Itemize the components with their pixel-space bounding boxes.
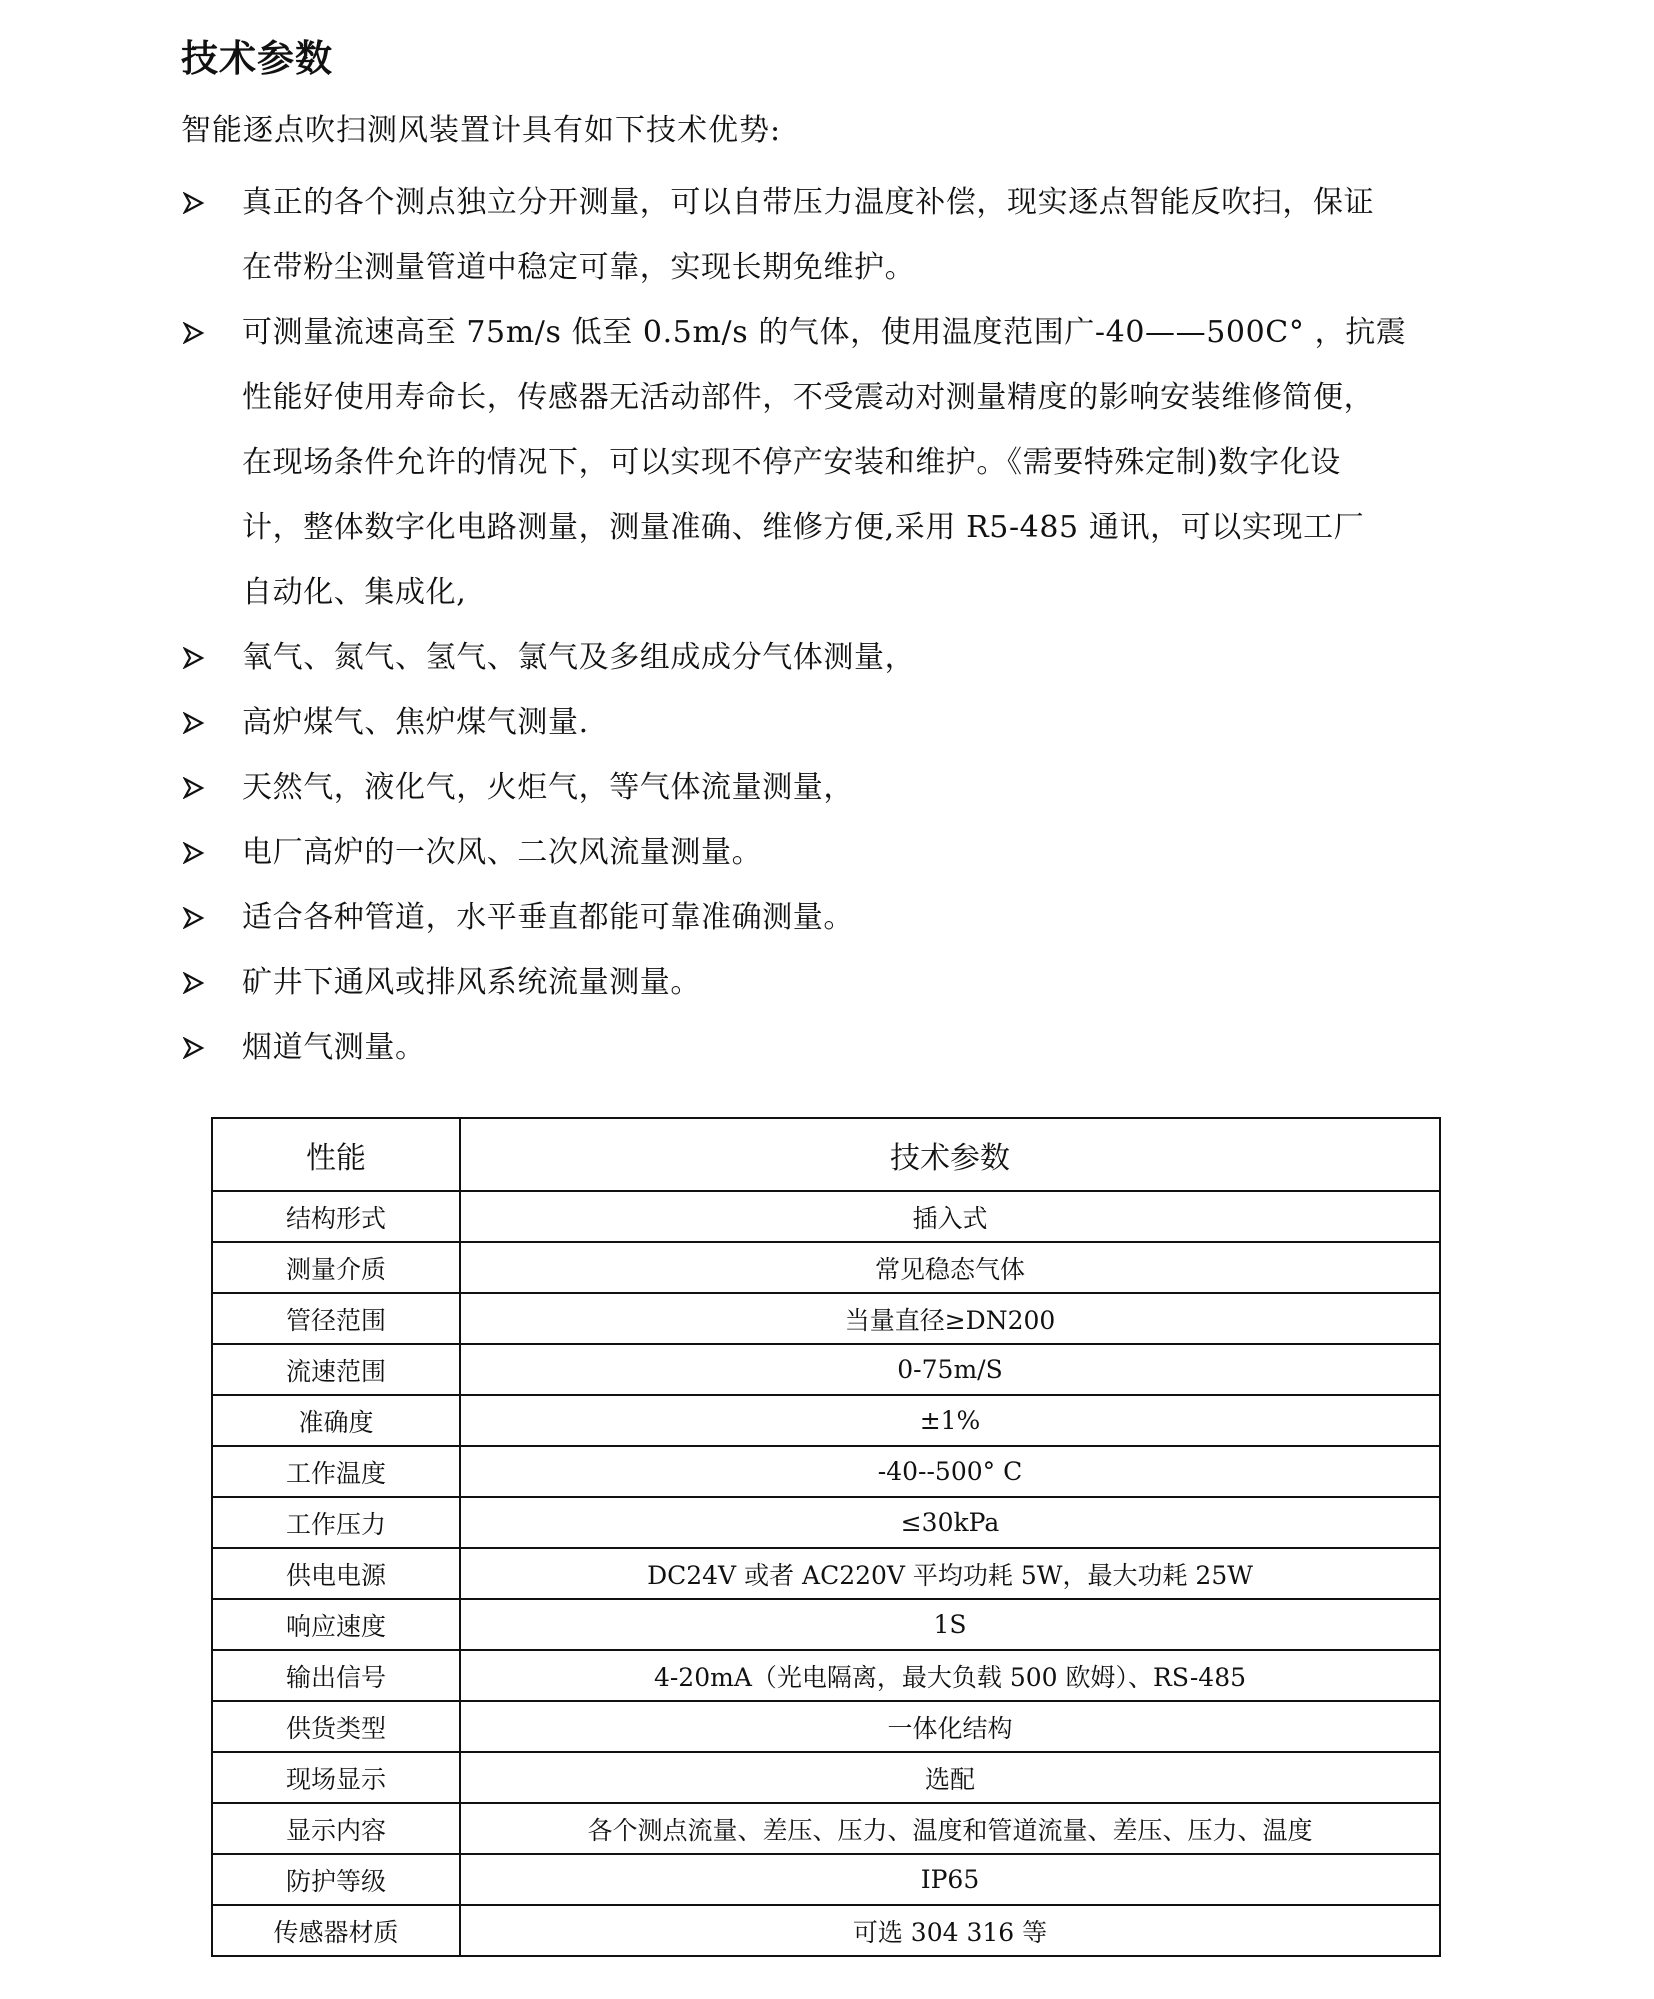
table-row	[212, 1752, 1440, 1803]
list-item-line: 氧气、氮气、氢气、氯气及多组成成分气体测量，	[242, 640, 916, 675]
intro-paragraph: 智能逐点吹扫测风装置计具有如下技术优势:	[181, 113, 782, 148]
spec-name-cell: 结构形式	[212, 1191, 460, 1242]
table-row	[212, 1395, 1440, 1446]
spec-value-cell: -40--500° C	[460, 1446, 1440, 1497]
list-item-line: 高炉煤气、焦炉煤气测量.	[242, 705, 589, 740]
column-header-performance: 性能	[212, 1118, 460, 1191]
table-row	[212, 1599, 1440, 1650]
spec-name-cell: 工作温度	[212, 1446, 460, 1497]
spec-value-cell: 选配	[460, 1752, 1440, 1803]
list-item-line: 烟道气测量。	[242, 1030, 426, 1065]
table-row	[212, 1242, 1440, 1293]
table-row	[212, 1905, 1440, 1956]
spec-name-cell: 传感器材质	[212, 1905, 460, 1956]
spec-name-cell: 测量介质	[212, 1242, 460, 1293]
spec-value-cell: 4-20mA（光电隔离，最大负载 500 欧姆）、RS-485	[460, 1650, 1440, 1701]
spec-name-cell: 防护等级	[212, 1854, 460, 1905]
spec-value-cell: 一体化结构	[460, 1701, 1440, 1752]
table-row	[212, 1854, 1440, 1905]
list-item-line: 矿井下通风或排风系统流量测量。	[242, 965, 701, 1000]
spec-value-cell: ≤30kPa	[460, 1497, 1440, 1548]
list-item-line: 在现场条件允许的情况下，可以实现不停产安装和维护。《需要特殊定制)数字化设	[242, 445, 1341, 480]
table-row	[212, 1701, 1440, 1752]
list-item	[181, 300, 1481, 625]
list-item	[181, 170, 1481, 300]
spec-value-cell: IP65	[460, 1854, 1440, 1905]
spec-name-cell: 供货类型	[212, 1701, 460, 1752]
spec-value-cell: ±1%	[460, 1395, 1440, 1446]
list-item-line: 计，整体数字化电路测量，测量准确、维修方便,采用 R5-485 通讯，可以实现工厂	[242, 510, 1365, 545]
list-item	[181, 950, 1481, 1015]
spec-value-cell: 当量直径≥DN200	[460, 1293, 1440, 1344]
spec-value-cell: 插入式	[460, 1191, 1440, 1242]
table-row	[212, 1344, 1440, 1395]
spec-name-cell: 显示内容	[212, 1803, 460, 1854]
list-item-line: 性能好使用寿命长，传感器无活动部件，不受震动对测量精度的影响安装维修简便，	[242, 380, 1375, 415]
table-row	[212, 1650, 1440, 1701]
table-row	[212, 1293, 1440, 1344]
list-item-line: 适合各种管道，水平垂直都能可靠准确测量。	[242, 900, 854, 935]
list-item	[181, 885, 1481, 950]
spec-value-cell: DC24V 或者 AC220V 平均功耗 5W，最大功耗 25W	[460, 1548, 1440, 1599]
list-item-line: 自动化、集成化,	[242, 575, 467, 610]
list-item-line: 在带粉尘测量管道中稳定可靠，实现长期免维护。	[242, 250, 916, 285]
list-item-line: 天然气，液化气，火炬气，等气体流量测量，	[242, 770, 854, 805]
spec-name-cell: 工作压力	[212, 1497, 460, 1548]
list-item	[181, 625, 1481, 690]
section-heading: 技术参数	[181, 37, 333, 80]
advantages-list	[181, 170, 1481, 1080]
spec-value-cell: 各个测点流量、差压、压力、温度和管道流量、差压、压力、温度	[460, 1803, 1440, 1854]
table-row	[212, 1548, 1440, 1599]
spec-value-cell: 0-75m/S	[460, 1344, 1440, 1395]
column-header-parameters: 技术参数	[460, 1118, 1440, 1191]
table-row	[212, 1497, 1440, 1548]
list-item	[181, 1015, 1481, 1080]
spec-value-cell: 1S	[460, 1599, 1440, 1650]
spec-table-body	[212, 1191, 1440, 1956]
spec-name-cell: 现场显示	[212, 1752, 460, 1803]
spec-name-cell: 供电电源	[212, 1548, 460, 1599]
list-item	[181, 755, 1481, 820]
spec-value-cell: 可选 304 316 等	[460, 1905, 1440, 1956]
table-header-row	[212, 1118, 1440, 1191]
list-item	[181, 820, 1481, 885]
list-item-line: 可测量流速高至 75m/s 低至 0.5m/s 的气体，使用温度范围广-40——500C° ，抗震	[242, 315, 1407, 350]
spec-name-cell: 管径范围	[212, 1293, 460, 1344]
spec-value-cell: 常见稳态气体	[460, 1242, 1440, 1293]
table-row	[212, 1803, 1440, 1854]
spec-name-cell: 输出信号	[212, 1650, 460, 1701]
table-row	[212, 1191, 1440, 1242]
spec-name-cell: 流速范围	[212, 1344, 460, 1395]
spec-name-cell: 准确度	[212, 1395, 460, 1446]
list-item	[181, 690, 1481, 755]
list-item-line: 真正的各个测点独立分开测量，可以自带压力温度补偿，现实逐点智能反吹扫，保证	[242, 185, 1375, 220]
spec-name-cell: 响应速度	[212, 1599, 460, 1650]
spec-table	[211, 1117, 1441, 1957]
table-row	[212, 1446, 1440, 1497]
list-item-line: 电厂高炉的一次风、二次风流量测量。	[242, 835, 763, 870]
